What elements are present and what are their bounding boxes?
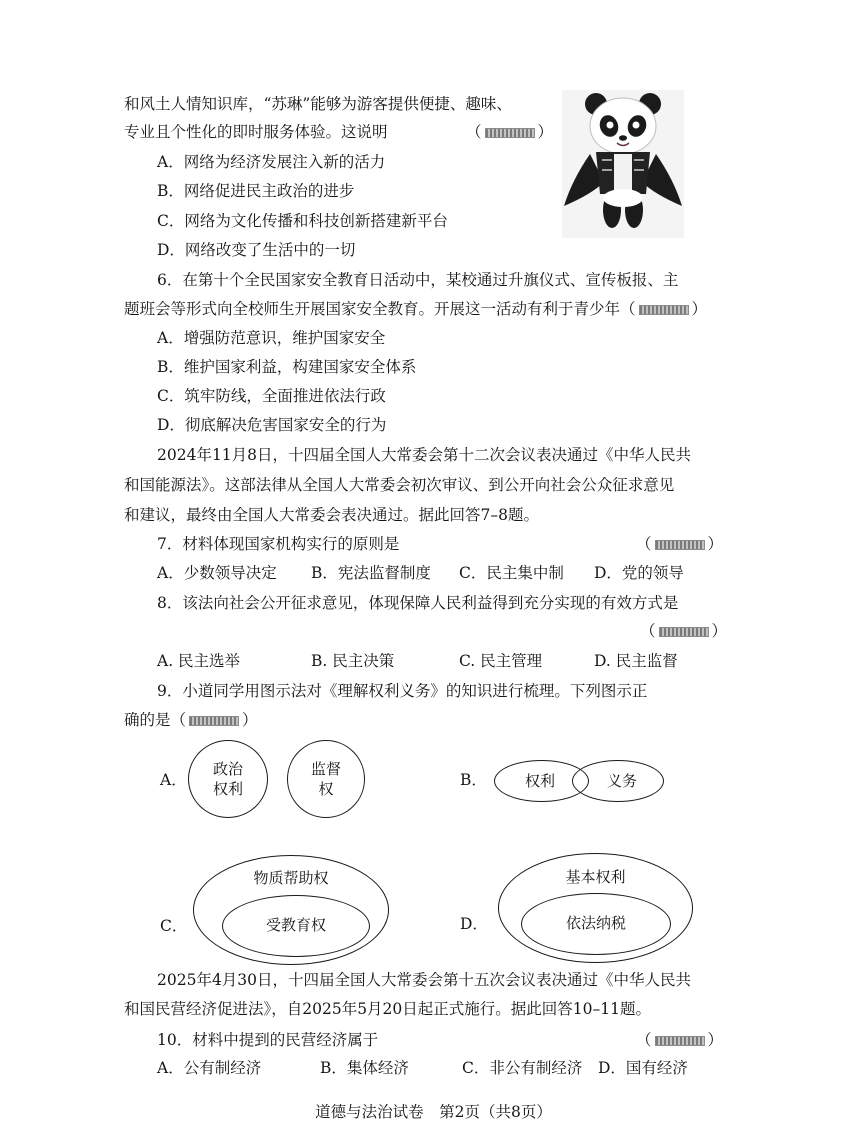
q9-diagram-a-text-1: 政治 权利 [212,760,243,798]
q5-option-a: A．网络为经济发展注入新的活力 [157,153,386,171]
material-7-8-line-1: 2024年11月8日，十四届全国人大常委会第十二次会议表决通过《中华人民共 [157,446,692,464]
q9-diagram-c-label: C． [160,917,188,935]
q9-diagram-b-label: B． [460,771,487,789]
q10-stem: 10．材料中提到的民营经济属于 [157,1031,379,1049]
q7-stem: 7．材料体现国家机构实行的原则是 [157,535,400,553]
q6-line-2: 题班会等形式向全校师生开展国家安全教育。开展这一活动有利于青少年（ ） [124,300,708,318]
material-7-8-line-3: 和建议，最终由全国人大常委会表决通过。据此回答7–8题。 [124,506,539,524]
q9-diagram-c-inner-text: 受教育权 [265,916,326,934]
q9-diagram-a-label: A． [160,771,187,789]
answer-blank [655,1036,705,1046]
q8-option-c: C. 民主管理 [459,652,543,670]
q5-line-1: 和风土人情知识库，“苏琳”能够为游客提供便捷、趣味、 [124,95,512,113]
answer-blank [485,128,535,138]
q6-option-d: D．彻底解决危害国家安全的行为 [157,416,387,434]
q10-option-a: A．公有制经济 [157,1059,262,1077]
q7-option-d: D．党的领导 [594,564,684,582]
q8-option-d: D. 民主监督 [594,652,678,670]
q9-diagram-d-outer-text: 基本权利 [565,868,626,886]
q9-diagram-d-label: D． [460,915,488,933]
q9-diagram-b-text-rights: 权利 [524,772,555,790]
answer-blank [189,716,239,726]
q5-line-2: 专业且个性化的即时服务体验。这说明 [124,123,388,141]
q5-answer-paren: （ ） [466,123,554,141]
panda-mascot-image [562,90,684,238]
q8-answer-paren: （ ） [640,622,728,640]
q6-option-c: C．筑牢防线，全面推进依法行政 [157,387,386,405]
q10-option-d: D．国有经济 [598,1059,688,1077]
q6-line-1: 6．在第十个全民国家安全教育日活动中，某校通过升旗仪式、宣传板报、主 [157,271,679,289]
q10-answer-paren: （ ） [636,1031,724,1049]
q8-option-a: A. 民主选举 [157,652,241,670]
q9-line-1: 9．小道同学用图示法对《理解权利义务》的知识进行梳理。下列图示正 [157,682,648,700]
q10-option-b: B．集体经济 [320,1059,409,1077]
q8-option-b: B. 民主决策 [311,652,395,670]
q5-option-d: D．网络改变了生活中的一切 [157,241,356,259]
q6-option-a: A．增强防范意识，维护国家安全 [157,329,386,347]
q7-option-b: B．宪法监督制度 [311,564,431,582]
answer-blank [639,305,689,315]
q5-option-c: C．网络为文化传播和科技创新搭建新平台 [157,212,448,230]
q9-diagram-c-outer-text: 物质帮助权 [253,869,329,887]
material-10-11-line-2: 和国民营经济促进法》，自2025年5月20日起正式施行。据此回答10–11题。 [124,1000,651,1018]
q9-line-2: 确的是（ ） [124,711,258,729]
q5-option-b: B．网络促进民主政治的进步 [157,182,355,200]
q6-option-b: B．维护国家利益，构建国家安全体系 [157,358,417,376]
material-10-11-line-1: 2025年4月30日，十四届全国人大常委会第十五次会议表决通过《中华人民共 [157,971,692,989]
answer-blank [655,540,705,550]
page-footer: 道德与法治试卷 第2页（共8页） [315,1103,552,1121]
answer-blank [659,627,709,637]
q8-stem: 8．该法向社会公开征求意见，体现保障人民利益得到充分实现的有效方式是 [157,594,679,612]
q7-answer-paren: （ ） [636,535,724,553]
q9-diagram-b-text-duties: 义务 [606,772,637,790]
q9-diagram-a-text-2: 监督 权 [310,760,341,798]
q10-option-c: C．非公有制经济 [462,1059,583,1077]
q9-diagram-d-inner-text: 依法纳税 [565,914,626,932]
q7-option-c: C．民主集中制 [459,564,564,582]
q7-option-a: A．少数领导决定 [157,564,277,582]
material-7-8-line-2: 和国能源法》。这部法律从全国人大常委会初次审议、到公开向社会公众征求意见 [124,476,675,494]
